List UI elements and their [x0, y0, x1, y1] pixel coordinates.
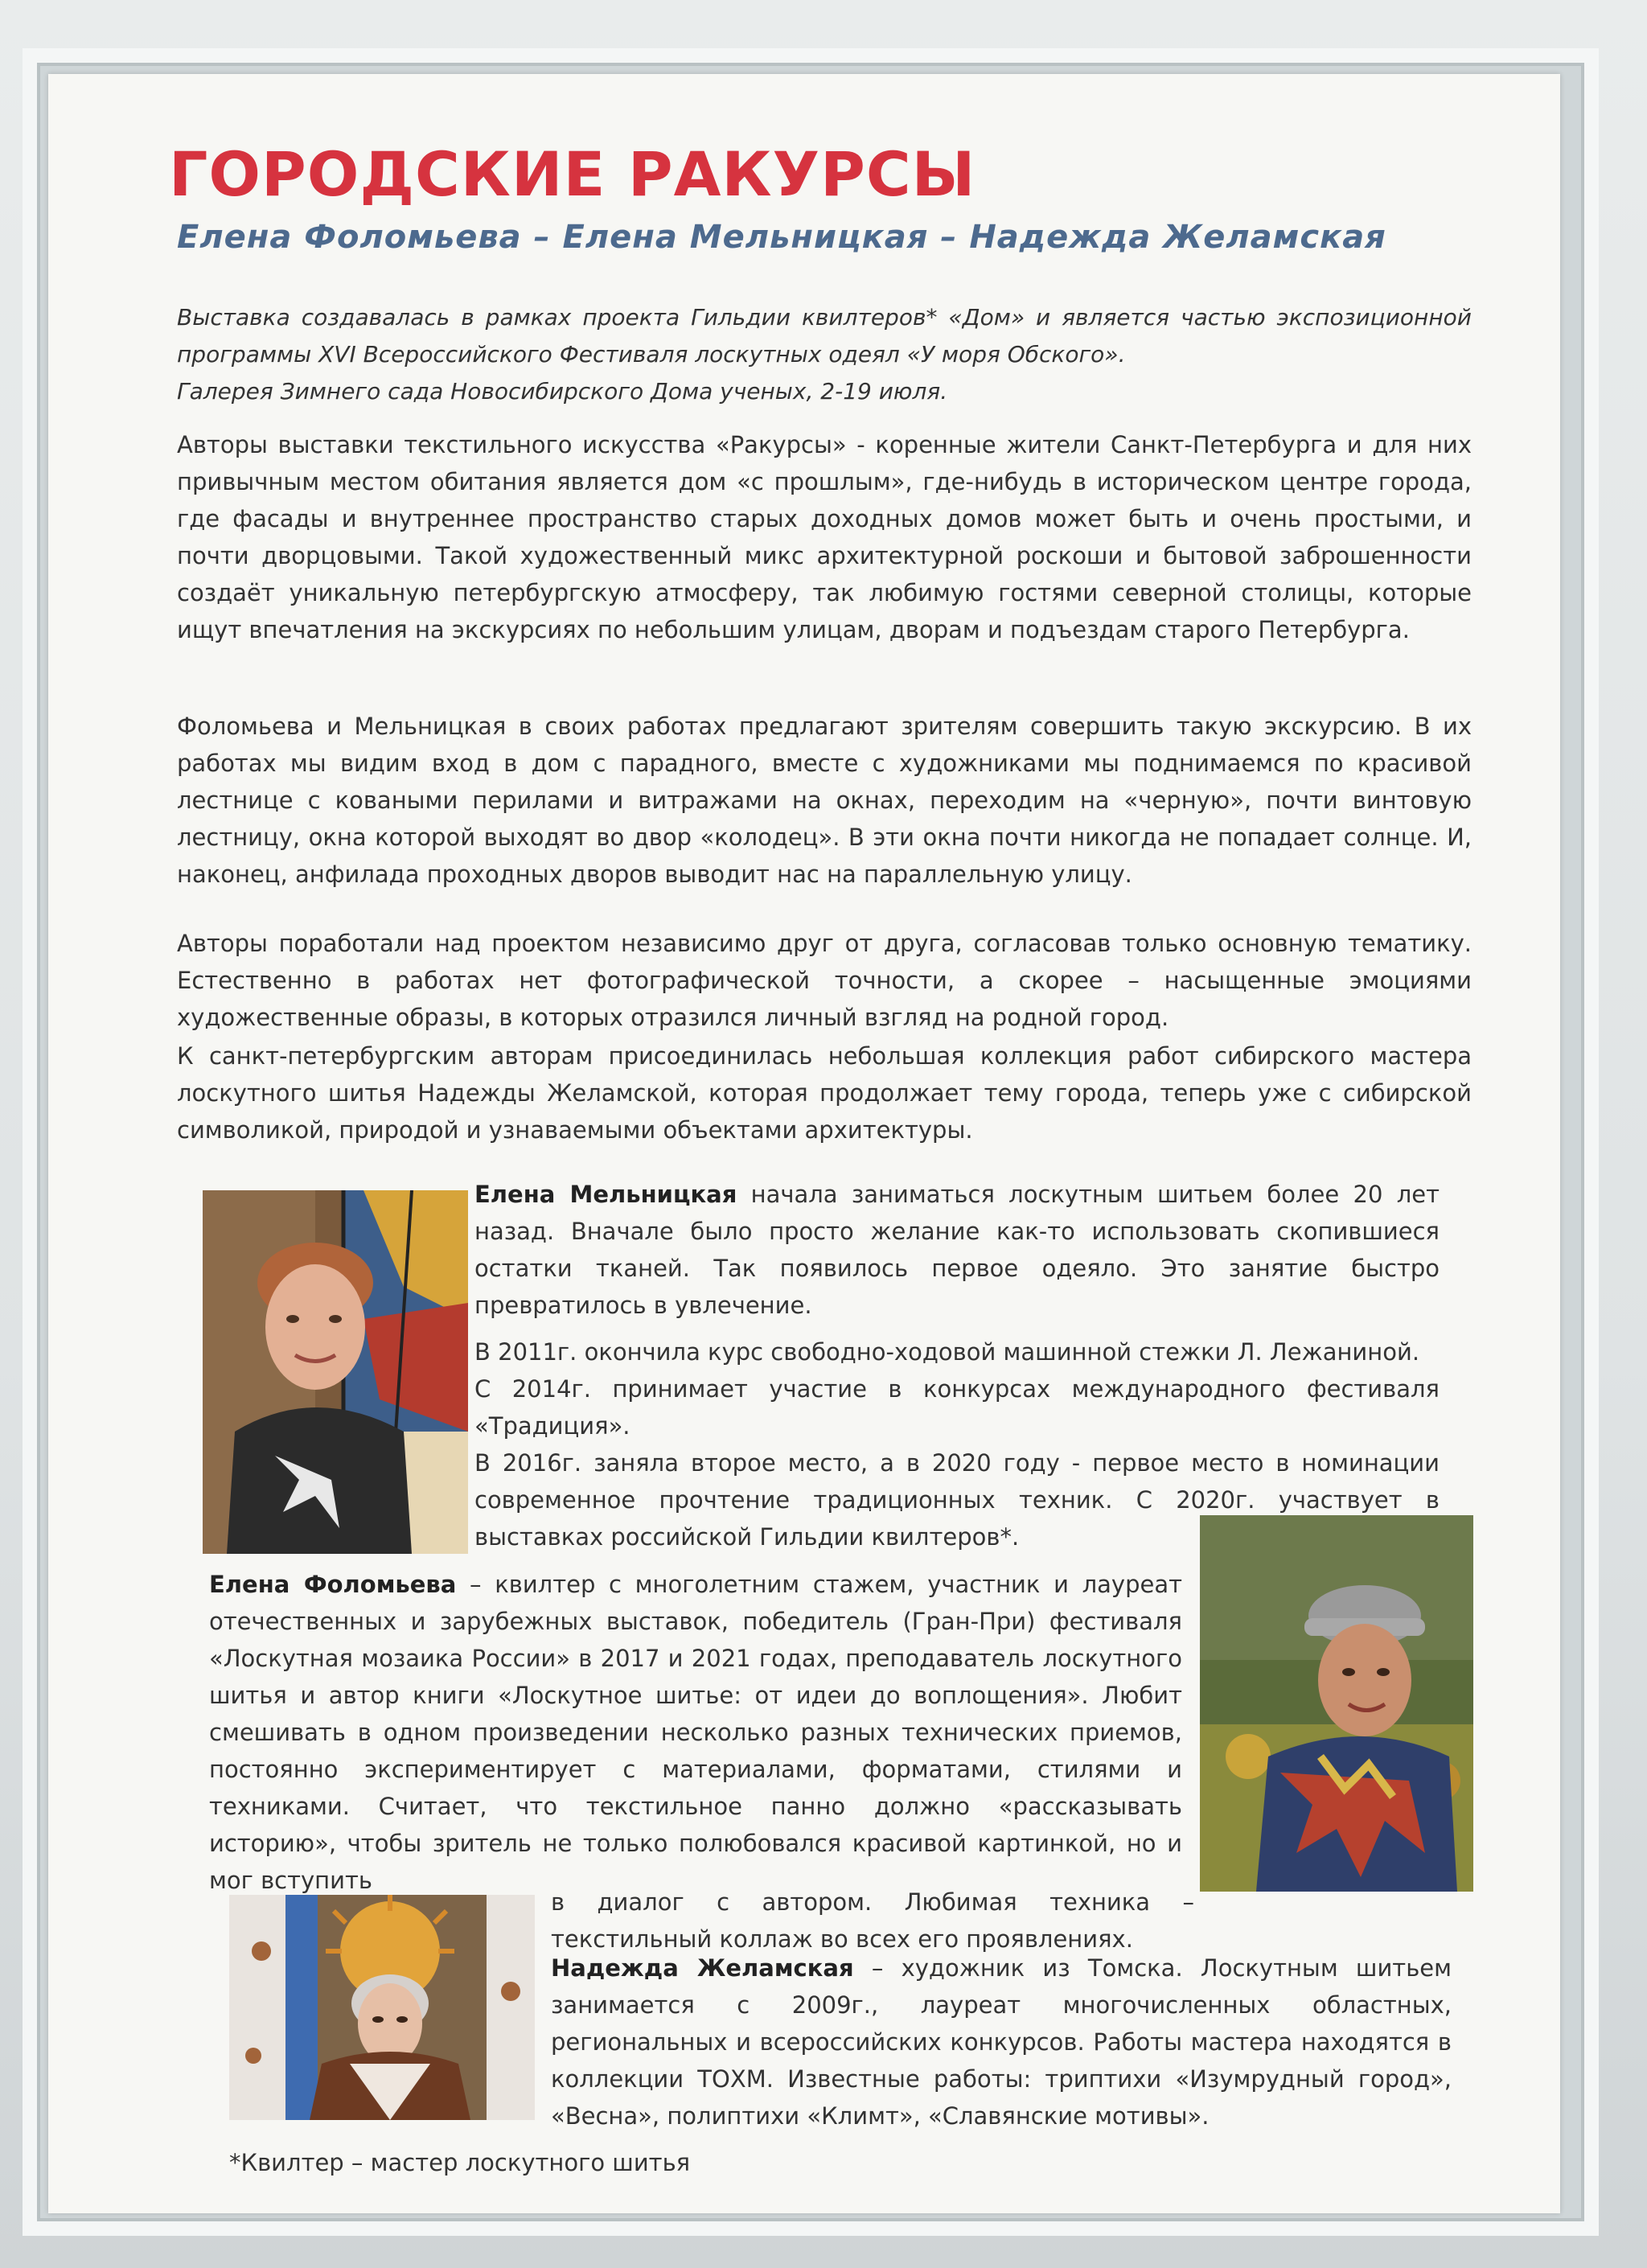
bio-folomyeva-name: Елена Фоломьева: [209, 1571, 457, 1598]
bio-zhelamskaya-text: – художник из Томска. Лоскутным шитьем занимается с 2009г., лауреат многочисленных областных, региональных и всероссийских конкурсов. Работы мастера находятся в коллекции ТОХМ. Известные работы: триптихи «Изумрудный город», «Весна», полиптихи «Климт», «Славянские мотивы».: [551, 1954, 1452, 2130]
bio-folomyeva-text: – квилтер с многолетним стажем, участник и лауреат отечественных и зарубежных выставок, победитель (Гран-При) фестиваля «Лоскутная мозаика России» в 2017 и 2021 годах, преподаватель лоскутного шитья и автор книги «Лоскутное шитье: от идеи до воплощения». Любит смешивать в одном произведении несколько разных технических приемов, постоянно экспериментирует с материалами, форматами, стилями и техниками. Считает, что текстильное панно должно «рассказывать историю», чтобы зритель не только полюбовался красивой картинкой, но и мог вступить: [209, 1571, 1183, 1894]
photo-melnitskaya: [203, 1190, 468, 1554]
portrait-zhelamskaya-image: [229, 1895, 535, 2120]
bio-folomyeva-continued: [551, 1884, 1194, 1958]
bio-zhelamskaya-name: Надежда Желамская: [551, 1954, 854, 1982]
bio-melnitskaya-intro: [474, 1176, 1440, 1324]
bio-folomyeva: [209, 1566, 1182, 1899]
photo-zhelamskaya: [229, 1895, 535, 2120]
bio-melnitskaya-text: начала заниматься лоскутным шитьем более 20 лет назад. Вначале было просто желание как-то использовать скопившиеся остатки тканей. Так появилось первое одеяло. Это занятие быстро превратилось в увлечение.: [474, 1181, 1440, 1319]
footnote: *Квилтер – мастер лоскутного шитья: [229, 2149, 691, 2176]
intro-block: [177, 299, 1472, 410]
intro-line: Галерея Зимнего сада Новосибирского Дома ученых, 2-19 июля.: [177, 378, 948, 405]
bio-zhelamskaya-paragraph: [551, 1950, 1452, 2134]
paragraph-4: К санкт-петербургским авторам присоединилась небольшая коллекция работ сибирского мастера лоскутного шитья Надежды Желамской, которая продолжает тему города, теперь уже с сибирской символикой, природой и узнаваемыми объектами архитектуры.: [177, 1042, 1472, 1144]
bio-folomyeva-paragraph: [209, 1566, 1182, 1899]
paragraph-1: Авторы выставки текстильного искусства «Ракурсы» - коренные жители Санкт-Петербурга и для них привычным местом обитания является дом «с прошлым», где-нибудь в историческом центре города, где фасады и внутреннее пространство старых доходных домов может быть и очень простыми, и почти дворцовыми. Такой художественный микс архитектурной роскоши и бытовой заброшенности создаёт уникальную петербургскую атмосферу, так любимую гостями северной столицы, которые ищут впечатления на экскурсиях по небольшим улицам, дворам и подъездам старого Петербурга.: [177, 431, 1472, 643]
bio-folomyeva-text-cont: в диалог с автором. Любимая техника – текстильный коллаж во всех его проявлениях.: [551, 1888, 1194, 1953]
bio-melnitskaya-name: Елена Мельницкая: [474, 1181, 737, 1208]
bio-melnitskaya: [474, 1176, 1440, 1555]
poster-sheet: [48, 74, 1560, 2213]
bio-melnitskaya-line2: С 2014г. принимает участие в конкурсах международного фестиваля «Традиция».: [474, 1375, 1440, 1440]
portrait-folomyeva-image: [1200, 1515, 1473, 1892]
photo-folomyeva: [1200, 1515, 1473, 1892]
poster-title: ГОРОДСКИЕ РАКУРСЫ: [169, 138, 976, 210]
intro-line: Выставка создавалась в рамках проекта Гильдии квилтеров* «Дом» и является частью экспозиционной программы XVI Всероссийского Фестиваля лоскутных одеял «У моря Обского».: [177, 304, 1472, 368]
poster-authors: Елена Фоломьева – Елена Мельницкая – Надежда Желамская: [177, 219, 1386, 256]
bio-melnitskaya-line1: В 2011г. окончила курс свободно-ходовой машинной стежки Л. Лежаниной.: [474, 1338, 1420, 1366]
portrait-melnitskaya-image: [203, 1190, 468, 1554]
bio-melnitskaya-line3: В 2016г. заняла второе место, а в 2020 году - первое место в номинации современное прочтение традиционных техник. С 2020г. участвует в выставках российской Гильдии квилтеров*.: [474, 1449, 1440, 1551]
paragraph-2: Фоломьева и Мельницкая в своих работах предлагают зрителям совершить такую экскурсию. В их работах мы видим вход в дом с парадного, вместе с художниками мы поднимаемся по красивой лестнице с коваными перилами и витражами на окнах, переходим на «черную», почти винтовую лестницу, окна которой выходят во двор «колодец». В эти окна почти никогда не попадает солнце. И, наконец, анфилада проходных дворов выводит нас на параллельную улицу.: [177, 713, 1472, 888]
paragraph-3: Авторы поработали над проектом независимо друг от друга, согласовав только основную тематику. Естественно в работах нет фотографической точности, а скорее – насыщенные эмоциями художественные образы, в которых отразился личный взгляд на родной город.: [177, 930, 1472, 1031]
bio-zhelamskaya: [551, 1950, 1452, 2134]
